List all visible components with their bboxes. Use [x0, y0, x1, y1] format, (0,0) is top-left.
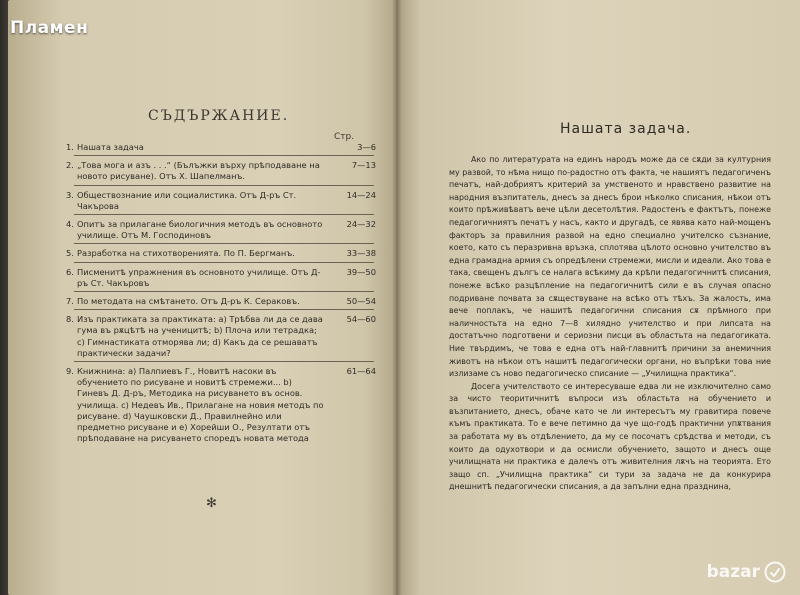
page-gutter — [392, 0, 402, 595]
hand-icon — [764, 561, 786, 583]
brand-label: Пламен — [10, 18, 89, 38]
toc-divider — [74, 262, 374, 263]
toc-divider — [74, 155, 374, 156]
table-of-contents — [66, 142, 376, 446]
toc-divider — [74, 291, 374, 292]
watermark-text: bazar — [706, 562, 760, 582]
asterisk-ornament: ✻ — [206, 496, 217, 511]
toc-entry: 7. По методата на смѣтането. Отъ Д-ръ К. Сераковъ. 50—54 — [66, 296, 376, 307]
toc-entry: 5. Разработка на стихотворенията. По П. Бергманъ. 33—38 — [66, 248, 376, 259]
toc-entry: 9. Книжнина: а) Палпиевъ Г., Новитѣ насоки въ обучението по рисуване и новитѣ стремежи... b) Гиневъ Д. Д-ръ, Методика на рисуването въ основ. училища. c) Недевъ Ив., Прилагане на новия методъ по рисуване. d) Чаушковски Д., Правилнейно или предметно рисуване и e) Хорейши О., Резултати отъ прѣподаване на рисуването споредъ новата метода 61—64 — [66, 366, 376, 444]
toc-entry: 6. Писменитѣ упражнения въ основното училище. Отъ Д-ръ Ст. Чакъровъ 39—50 — [66, 266, 376, 288]
toc-divider — [74, 214, 374, 215]
toc-title: СЪДЪРЖАНИЕ. — [148, 108, 290, 124]
toc-divider — [74, 243, 374, 244]
toc-entry: 2. „Това мога и азъ . . .“ (Бълъжки върху прѣподаване на новото рисуване). Отъ Х. Шапелманъ. 7—13 — [66, 160, 376, 182]
article-title: Нашата задача. — [560, 121, 692, 137]
article-paragraph: Досега учителството се интересуваше едва ли не изключително само за чисто теоритичнитѣ въпроси изъ областьта на обучението и възпитанието, днесъ, обаче като че ли интересътъ му гравитира повече къмъ практиката. То е вече петимно да чуе що-годѣ практични упѫтвания за работата му въ отдѣлението, да му се посочатъ срѣдства и методи, съ които да одухотвори и да осмисли обучението, защото и днесъ още училищната ни практика е далечъ отъ живителния лѫчъ на теорията. Ето защо сп. „Училищна практика“ си тури за задача не да конкурира днешнитѣ педагогически списания, а да запълни една празднина, — [449, 381, 771, 492]
toc-entry: 4. Опитъ за прилагане биологичния методъ въ основното училище. Отъ М. Господиновъ 24—32 — [66, 219, 376, 241]
toc-divider — [74, 361, 374, 362]
toc-divider — [74, 185, 374, 186]
toc-divider — [74, 309, 374, 310]
toc-entry: 8. Изъ практиката за практиката: а) Трѣбва ли да се дава гума въ рѫцѣтѣ на ученицитѣ; b) Плоча или тетрадка; c) Гимнастиката отморява ли; d) Какъ да се решаватъ практически задачи? 54—60 — [66, 314, 376, 358]
toc-pages-header: Стр. — [334, 132, 355, 142]
article-body — [449, 154, 771, 494]
watermark — [707, 561, 786, 583]
toc-entry: 1. Нашата задача 3—6 — [66, 142, 376, 152]
toc-entry: 3. Обществознание или социалистика. Отъ Д-ръ Ст. Чакърова 14—24 — [66, 189, 376, 211]
left-page — [8, 0, 396, 595]
article-paragraph: Ако по литературата на единъ народъ може да се сѫди за културния му развой, то нѣма нищо по-радостно отъ факта, че нашиятъ педагогиченъ печатъ, най-добриятъ критерий за умственото и нравствено развитие на народния възпитатель, днесъ за днесъ брои нѣколко списания, нѣкои отъ които прѣживѣватъ вече цѣли десетолѣтия. Радостенъ е фактътъ, понеже педагогичниятъ печатъ у насъ, както и другадѣ, се явява като най-мощенъ факторъ за правилния развой на едно специално учителско съзнание, което, като съ перазривна връзка, сплотява цѣлото основно учителство въ една грамадна армия съ опредѣлени стремежи, мисли и идеали. Ако това е така, свещенъ дългъ се налага всѣкиму да крѣпи педагогичнитѣ списания, понеже всѣко разцѣпление на педагогичнитѣ сили е въ случая опасно подриване почвата за сѫществуване на всѣко отъ тѣхъ. За жалость, има вече поплакъ, че нашитѣ педагогични списания сѫ прѣмного при наличностьта на едно 7—8 хилядно учителство и при липсата на достатъчно подготвени и сериозни писци въ областьта на педагогиката. Ние твърдимъ, че това е една отъ най-главнитѣ причини за анемичния животъ на нѣкои отъ нашитѣ педагогически органи, но въпрѣки това ние излизаме съ ново педагогическо списание — „Училищна практика“. — [449, 155, 771, 379]
